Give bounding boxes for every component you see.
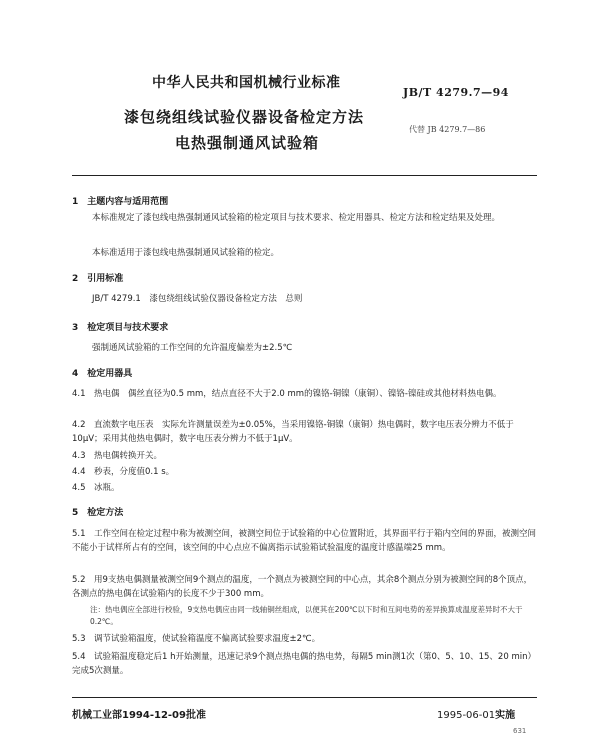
header-divider <box>72 175 537 176</box>
issuing-organization: 中华人民共和国机械行业标准 <box>152 75 341 91</box>
section-4-item-5: 4.5 冰瓶。 <box>72 483 120 493</box>
section-4-item-1: 4.1 热电偶 偶丝直径为0.5 mm，结点直径不大于2.0 mm的镍铬-铜镍（康铜）、镍铬-镍硅或其他材料热电偶。 <box>72 389 502 399</box>
section-1-paragraph-1: 本标准规定了漆包线电热强制通风试验箱的检定项目与技术要求、检定用器具、检定方法和检定结果及处理。 <box>92 213 501 223</box>
approval-date: 机械工业部1994-12-09批准 <box>72 710 206 721</box>
section-3-heading: 3 检定项目与技术要求 <box>72 323 169 333</box>
section-5-item-4: 5.4 试验箱温度稳定后1 h开始测量，迅速记录9个测点热电偶的热电势，每隔5 min测1次（第0、5、10、15、20 min）完成5次测量。 <box>72 652 536 676</box>
implementation-date <box>437 706 515 721</box>
section-3-paragraph: 强制通风试验箱的工作空间的允许温度偏差为±2.5℃ <box>92 343 293 353</box>
section-2-reference: JB/T 4279.1 漆包绕组线试验仪器设备检定方法 总则 <box>92 294 303 304</box>
document-title-line2: 电热强制通风试验箱 <box>175 134 320 152</box>
section-5-item-2: 5.2 用9支热电偶测量被测空间9个测点的温度，一个测点为被测空间的中心点，其余8个测点分别为被测空间的8个顶点，各测点的热电偶在试验箱内的长度不少于300 mm。 <box>72 575 533 599</box>
implementation-date-value: 1995-06-01 <box>437 710 496 721</box>
page-number: 631 <box>513 727 527 735</box>
replaces-standard: 代替 JB 4279.7—86 <box>409 125 486 134</box>
section-5-item-3: 5.3 调节试验箱温度，使试验箱温度不偏离试验要求温度±2℃。 <box>72 634 321 644</box>
implementation-label: 实施 <box>495 710 516 721</box>
section-4-heading: 4 检定用器具 <box>72 369 133 379</box>
document-title-line1: 漆包绕组线试验仪器设备检定方法 <box>124 108 365 126</box>
section-4-item-4: 4.4 秒表，分度值0.1 s。 <box>72 467 175 477</box>
section-2-heading: 2 引用标准 <box>72 274 124 284</box>
section-1-paragraph-2: 本标准适用于漆包线电热强制通风试验箱的检定。 <box>92 248 280 258</box>
section-4-item-2: 4.2 直流数字电压表 实际允许测量误差为±0.05%，当采用镍铬-铜镍（康铜）热电偶时，数字电压表分辨力不低于10μV；采用其他热电偶时，数字电压表分辨力不低于1μV。 <box>72 420 514 444</box>
standard-code: JB/T 4279.7—94 <box>403 86 509 99</box>
section-5-item-1: 5.1 工作空间在检定过程中称为被测空间，被测空间位于试验箱的中心位置附近，其界面平行于箱内空间的界面，被测空间不能小于试样所占有的空间，该空间的中心点应不偏离指示试验箱试验温度的温度计感温端25 mm。 <box>72 529 537 553</box>
section-5-heading: 5 检定方法 <box>72 508 124 518</box>
footer-divider <box>72 697 537 698</box>
section-1-heading: 1 主题内容与适用范围 <box>72 197 169 207</box>
section-5-note: 注：热电偶应全部进行校验，9支热电偶应由同一线轴铜丝组成，以便其在200℃以下时和互间电势的差异换算成温度差异时不大于0.2℃。 <box>90 605 523 626</box>
section-4-item-3: 4.3 热电偶转换开关。 <box>72 451 163 461</box>
